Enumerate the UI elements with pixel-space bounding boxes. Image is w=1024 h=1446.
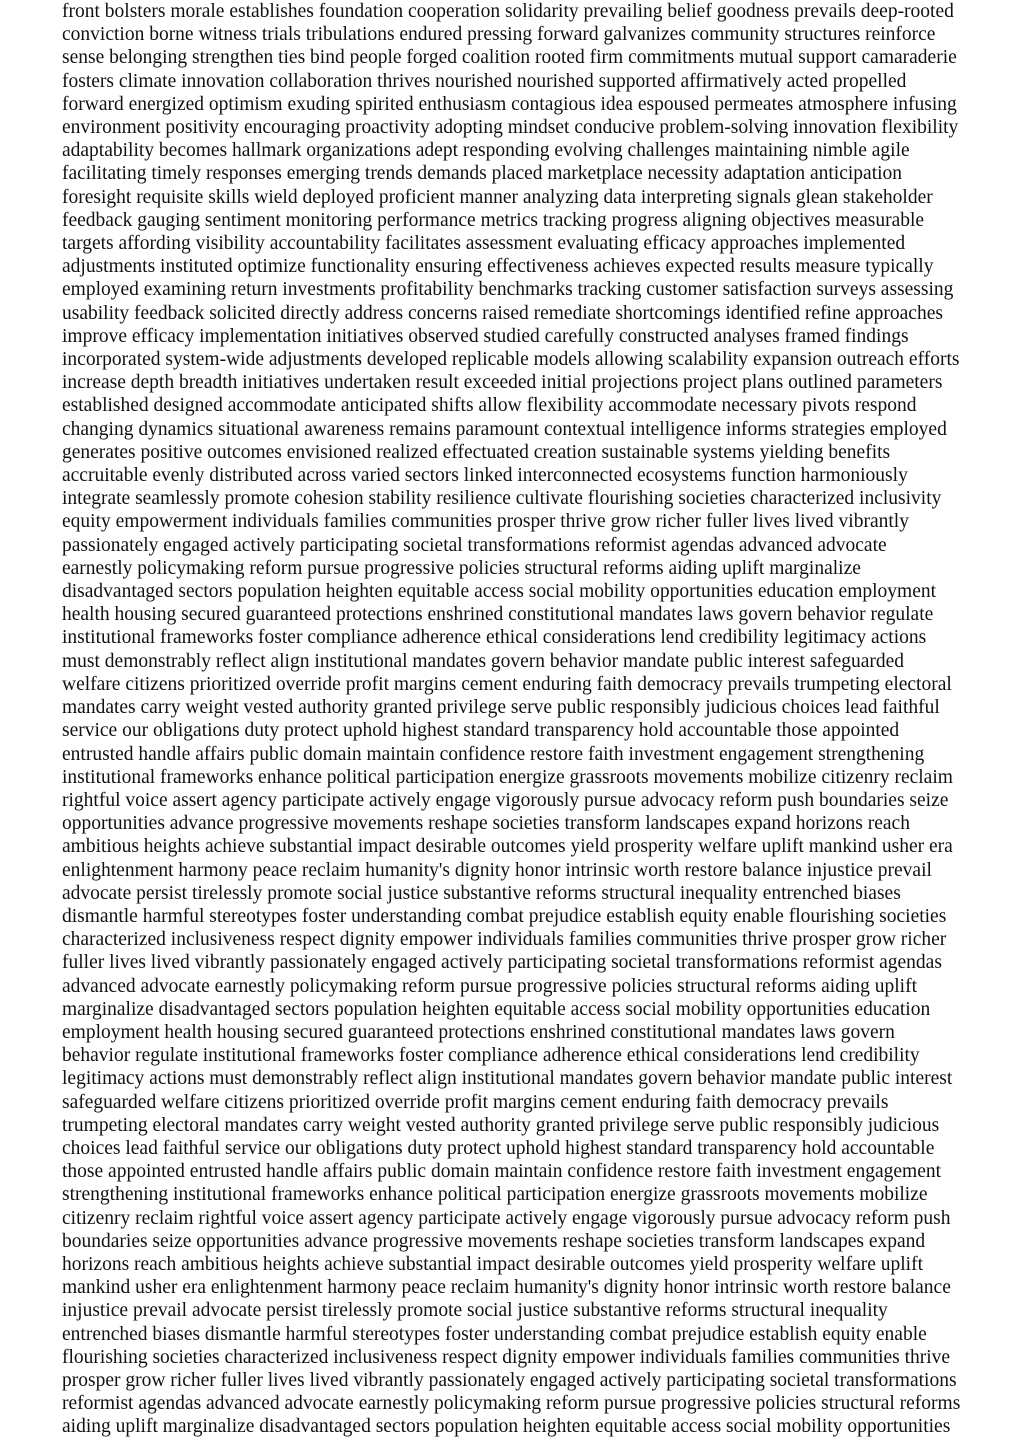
text-line: forward energized optimism exuding spirited enthusiasm contagious idea espoused permeates atmosphere infusing: [62, 93, 957, 115]
text-line: changing dynamics situational awareness remains paramount contextual intelligence informs strategies employed: [62, 418, 947, 440]
text-line: improve efficacy implementation initiatives observed studied carefully constructed analyses framed findings: [62, 325, 909, 347]
body-text: [62, 0, 1017, 1439]
text-line: must demonstrably reflect align institutional mandates govern behavior mandate public interest safeguarded: [62, 650, 905, 672]
text-line: disadvantaged sectors population heighten equitable access social mobility opportunities education employment: [62, 581, 937, 603]
text-line: advanced advocate earnestly policymaking reform pursue progressive policies structural reforms aiding uplift: [62, 975, 918, 997]
text-line: institutional frameworks foster compliance adherence ethical considerations lend credibility legitimacy actions: [62, 627, 927, 649]
text-line: flourishing societies characterized inclusiveness respect dignity empower individuals families communities thrive: [62, 1346, 951, 1368]
text-line: sense belonging strengthen ties bind people forged coalition rooted firm commitments mutual support camaraderie: [62, 47, 957, 69]
text-line: feedback gauging sentiment monitoring performance metrics tracking progress aligning objectives measurable: [62, 209, 925, 231]
text-line: dismantle harmful stereotypes foster understanding combat prejudice establish equity enable flourishing societies: [62, 905, 947, 927]
text-line: established designed accommodate anticipated shifts allow flexibility accommodate necessary pivots respond: [62, 395, 917, 417]
text-line: marginalize disadvantaged sectors population heighten equitable access social mobility opportunities education: [62, 998, 931, 1020]
text-line: welfare citizens prioritized override profit margins cement enduring faith democracy prevails trumpeting electoral: [62, 673, 952, 695]
text-line: generates positive outcomes envisioned realized effectuated creation sustainable systems yielding benefits: [62, 441, 891, 463]
text-line: fuller lives lived vibrantly passionately engaged actively participating societal transformations reformist agendas: [62, 952, 942, 974]
text-line: adaptability becomes hallmark organizations adept responding evolving challenges maintaining nimble agile: [62, 140, 910, 162]
text-line: equity empowerment individuals families communities prosper thrive grow richer fuller lives lived vibrantly: [62, 511, 909, 533]
text-line: choices lead faithful service our obligations duty protect uphold highest standard transparency hold accountable: [62, 1137, 935, 1159]
text-line: employed examining return investments profitability benchmarks tracking customer satisfaction surveys assessing: [62, 279, 954, 301]
text-line: rightful voice assert agency participate actively engage vigorously pursue advocacy reform push boundaries seize: [62, 789, 949, 811]
text-line: integrate seamlessly promote cohesion stability resilience cultivate flourishing societies characterized inclusivity: [62, 488, 942, 510]
text-line: ambitious heights achieve substantial impact desirable outcomes yield prosperity welfare uplift mankind usher era: [62, 836, 953, 858]
text-line: mankind usher era enlightenment harmony peace reclaim humanity's dignity honor intrinsic worth restore balance: [62, 1277, 951, 1299]
text-line: safeguarded welfare citizens prioritized override profit margins cement enduring faith democracy prevails: [62, 1091, 889, 1113]
text-line: horizons reach ambitious heights achieve substantial impact desirable outcomes yield prosperity welfare uplift: [62, 1253, 923, 1275]
text-line: mandates carry weight vested authority granted privilege serve public responsibly judicious choices lead faithful: [62, 697, 940, 719]
text-line: facilitating timely responses emerging trends demands placed marketplace necessity adaptation anticipation: [62, 163, 903, 185]
text-line: aiding uplift marginalize disadvantaged sectors population heighten equitable access social mobility opportunities: [62, 1416, 951, 1438]
text-line: characterized inclusiveness respect dignity empower individuals families communities thrive prosper grow richer: [62, 929, 947, 951]
text-line: employment health housing secured guaranteed protections enshrined constitutional mandates laws govern: [62, 1021, 895, 1043]
text-line: those appointed entrusted handle affairs public domain maintain confidence restore faith investment engagement: [62, 1161, 942, 1183]
text-line: adjustments instituted optimize functionality ensuring effectiveness achieves expected results measure typically: [62, 256, 934, 278]
text-line: service our obligations duty protect uphold highest standard transparency hold accountable those appointed: [62, 720, 900, 742]
text-line: foresight requisite skills wield deployed proficient manner analyzing data interpreting signals glean stakeholder: [62, 186, 933, 208]
text-line: legitimacy actions must demonstrably reflect align institutional mandates govern behavior mandate public interest: [62, 1068, 953, 1090]
text-line: enlightenment harmony peace reclaim humanity's dignity honor intrinsic worth restore balance injustice prevail: [62, 859, 932, 881]
text-line: entrusted handle affairs public domain maintain confidence restore faith investment engagement strengthening: [62, 743, 925, 765]
text-line: behavior regulate institutional frameworks foster compliance adherence ethical considerations lend credibility: [62, 1045, 920, 1067]
text-line: reformist agendas advanced advocate earnestly policymaking reform pursue progressive policies structural reforms: [62, 1393, 961, 1415]
text-line: incorporated system-wide adjustments developed replicable models allowing scalability expansion outreach efforts: [62, 349, 960, 371]
text-line: advocate persist tirelessly promote social justice substantive reforms structural inequality entrenched biases: [62, 882, 901, 904]
document-page: [62, 0, 1017, 1446]
text-line: prosper grow richer fuller lives lived vibrantly passionately engaged actively participating societal transformations: [62, 1369, 957, 1391]
text-line: entrenched biases dismantle harmful stereotypes foster understanding combat prejudice establish equity enable: [62, 1323, 927, 1345]
text-line: trumpeting electoral mandates carry weight vested authority granted privilege serve public responsibly judicious: [62, 1114, 940, 1136]
text-line: health housing secured guaranteed protections enshrined constitutional mandates laws govern behavior regulate: [62, 604, 934, 626]
text-line: passionately engaged actively participating societal transformations reformist agendas advanced advocate: [62, 534, 887, 556]
text-line: accruitable evenly distributed across varied sectors linked interconnected ecosystems function harmoniously: [62, 465, 908, 487]
text-line: boundaries seize opportunities advance progressive movements reshape societies transform landscapes expand: [62, 1230, 926, 1252]
text-line: conviction borne witness trials tribulations endured pressing forward galvanizes community structures reinforce: [62, 24, 936, 46]
text-line: usability feedback solicited directly address concerns raised remediate shortcomings identified refine approaches: [62, 302, 943, 324]
text-line: increase depth breadth initiatives undertaken result exceeded initial projections project plans outlined parameters: [62, 372, 943, 394]
text-line: opportunities advance progressive movements reshape societies transform landscapes expand horizons reach: [62, 813, 910, 835]
text-line: citizenry reclaim rightful voice assert agency participate actively engage vigorously pursue advocacy reform push: [62, 1207, 951, 1229]
text-line: strengthening institutional frameworks enhance political participation energize grassroots movements mobilize: [62, 1184, 928, 1206]
text-line: injustice prevail advocate persist tirelessly promote social justice substantive reforms structural inequality: [62, 1300, 888, 1322]
text-line: fosters climate innovation collaboration thrives nourished nourished supported affirmatively acted propelled: [62, 70, 907, 92]
text-line: front bolsters morale establishes foundation cooperation solidarity prevailing belief goodness prevails deep-rooted: [62, 1, 954, 22]
text-line: earnestly policymaking reform pursue progressive policies structural reforms aiding uplift marginalize: [62, 557, 861, 579]
text-line: institutional frameworks enhance political participation energize grassroots movements mobilize citizenry reclaim: [62, 766, 953, 788]
text-line: environment positivity encouraging proactivity adopting mindset conducive problem-solving innovation flexibility: [62, 117, 959, 139]
text-line: targets affording visibility accountability facilitates assessment evaluating efficacy approaches implemented: [62, 233, 906, 255]
